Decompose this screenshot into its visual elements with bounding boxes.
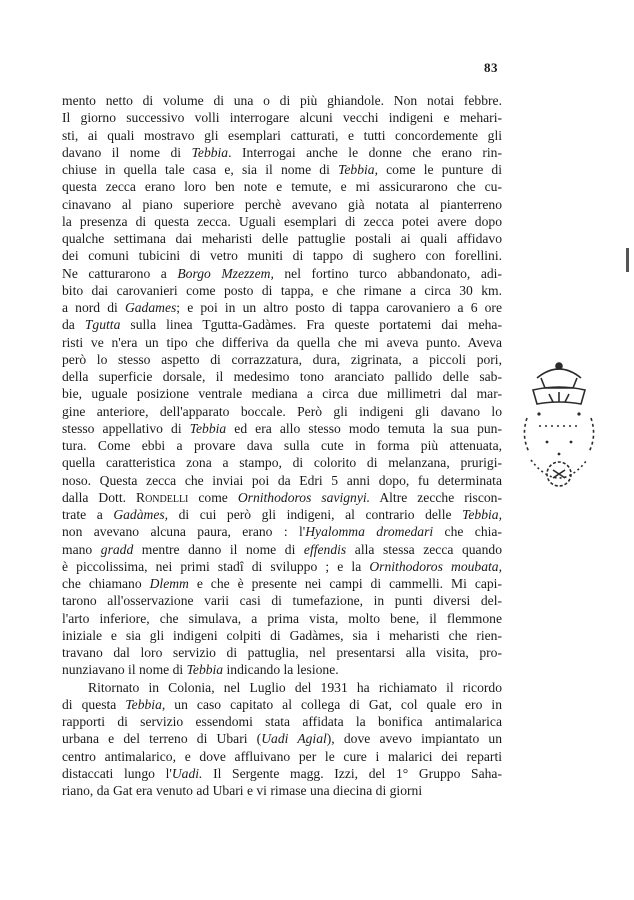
text-run: sti, ai quali mostravo gli esemplari catturati, e tutti concordemente gli [62, 127, 502, 143]
text-line [62, 696, 502, 713]
text-line [62, 368, 502, 385]
text-run: nunziavano il nome di [62, 662, 187, 678]
text-run: però lo stesso aspetto di corrazzatura, dura, zigrinata, a piccoli pori, [62, 351, 502, 367]
italic-term: Borgo Mzezzem, [177, 265, 274, 281]
text-run: risti ve n'era un tipo che differiva da quella che mi aveva punto. Aveva [62, 334, 502, 350]
text-run: dei comuni tubicini di vetro muniti di tappo di sughero con forellini. [62, 248, 502, 264]
italic-term: effendis [303, 541, 347, 557]
text-run: riano, da Gat era venuto ad Ubari e vi rimase una diecina di giorni [62, 783, 423, 798]
text-run: noso. Questa zecca che inviai poi da Edri 5 anni dopo, fu determinata [62, 472, 502, 488]
text-run: tura. Come ebbi a provare dava sulla cute in forma più attenuata, [62, 438, 502, 453]
text-run: l'arto inferiore, che simulava, a prima vista, molto bene, il flemmone [62, 610, 502, 626]
text-run: ), dove avevo impiantato un [326, 731, 503, 747]
text-line [62, 247, 502, 264]
italic-term: Gadàmes, [113, 507, 169, 522]
text-line [62, 282, 502, 299]
text-run: questa zecca erano loro ben note e temute, e mi assicurarono che cu- [62, 179, 502, 195]
text-line [62, 299, 502, 316]
text-line [62, 334, 502, 351]
text-line [62, 213, 502, 230]
text-run: cinavano al piano superiore perchè avevano già notata al pianterreno [62, 196, 502, 212]
text-line [62, 437, 502, 454]
text-line [62, 644, 502, 661]
text-line [62, 713, 502, 730]
text-run: è piccolissima, nei primi stadî di sviluppo ; e la [62, 558, 370, 574]
text-line [62, 144, 502, 161]
text-run: che chia- [433, 524, 502, 540]
text-line [62, 592, 502, 609]
edge-mark [626, 248, 629, 272]
text-run: rapporti di servizio essendomi stata affidata la bonifica antimalarica [62, 714, 502, 729]
italic-term: Tebbia [191, 144, 229, 160]
text-line [62, 679, 502, 696]
page-number: 83 [484, 60, 498, 75]
text-line [62, 523, 502, 540]
text-run: dalla Dott. [62, 489, 136, 505]
text-run: chiuse in quella tale casa e, sia il nome di [62, 162, 339, 177]
text-run: centro antimalarico, e dove affluivano per le cure i malarici dei reparti [62, 748, 502, 764]
text-run: mano [62, 541, 101, 557]
text-run: a nord di [62, 300, 125, 315]
text-run: urbana e del terreno di Ubari ( [62, 731, 262, 747]
text-run: travano dal loro servizio di pattuglia, nel presentarsi alla visita, pro- [62, 645, 502, 660]
text-run: mentre danno il nome di [133, 541, 304, 557]
text-line [62, 454, 502, 471]
text-run: e che è presente nei campi di cammelli. Mi capi- [188, 576, 502, 591]
text-run: come le punture di [377, 162, 502, 177]
italic-term: Dlemm [149, 576, 189, 591]
text-run: . Interrogai anche le donne che erano rin- [228, 144, 502, 160]
text-run: Il Sergente magg. Izzi, del 1° Gruppo Saha- [202, 765, 502, 781]
text-line [62, 610, 502, 627]
library-stamp-icon [519, 356, 599, 512]
text-run: iniziale e sia gli indigeni colpiti di Gadàmes, sia i meharisti che rien- [62, 627, 502, 643]
text-line [62, 506, 502, 523]
text-run: mento netto di volume di una o di più ghiandole. Non notai febbre. [62, 93, 502, 108]
italic-term: Uadi. [171, 765, 203, 781]
italic-term: Tebbia, [338, 162, 378, 177]
italic-term: Tebbia [186, 662, 224, 678]
text-line [62, 541, 502, 558]
text-run: davano il nome di [62, 144, 192, 160]
text-line [62, 403, 502, 420]
text-line [62, 765, 502, 782]
text-run: indicando la lesione. [223, 662, 339, 678]
text-line [62, 92, 502, 109]
text-line [62, 472, 502, 489]
text-run: quella caratteristica zona a stampo, di colorito di melanzana, prurigi- [62, 455, 502, 471]
text-run: alla stessa zecca quando [346, 541, 502, 557]
author-name: Rondelli [136, 489, 189, 505]
text-run: Ritornato in Colonia, nel Luglio del 1931 ha richiamato il ricordo [88, 679, 502, 695]
text-run: qualche settimana dai meharisti delle pattuglie postali ai quali affidavo [62, 231, 502, 246]
text-run: stesso appellativo di [62, 420, 190, 436]
text-run: non avevano alcuna paura, erano : l' [62, 524, 306, 540]
text-run: da [62, 317, 85, 333]
italic-term: Gadames [124, 300, 177, 315]
italic-term: Uadi Agial [261, 731, 327, 747]
text-run: bito dai carovanieri come posto di tappa, e che rimane a circa 30 km. [62, 282, 502, 298]
body-text [62, 92, 502, 799]
text-line [62, 316, 502, 333]
text-line [62, 782, 502, 799]
italic-term: Tebbia, [125, 696, 166, 712]
text-run: la presenza di questa zecca. Uguali esemplari di zecca potei avere dopo [62, 213, 502, 229]
text-run: Il giorno successivo volli interrogare alcuni vecchi indigeni e mehari- [62, 110, 502, 126]
text-run: come [188, 489, 238, 505]
text-line [62, 661, 502, 678]
italic-term: Tgutta [84, 317, 121, 333]
text-run: distaccati lungo l' [62, 765, 172, 781]
text-run: Altre zecche riscon- [370, 489, 502, 505]
text-line [62, 420, 502, 437]
text-run: della superficie dorsale, il medesimo tono aranciato pallido delle sab- [62, 369, 502, 384]
text-run: nel fortino turco abbandonato, adi- [273, 265, 502, 281]
text-line [62, 627, 502, 644]
text-run: di questa [62, 696, 126, 712]
text-run: tarono all'osservazione varii casi di tumefazione, in punti diversi del- [62, 593, 502, 609]
italic-term: Hyalomma dromedari [305, 524, 434, 540]
text-run: Ne catturarono a [62, 265, 178, 281]
text-line [62, 196, 502, 213]
text-run: che chiamano [62, 576, 150, 591]
text-line [62, 385, 502, 402]
text-line [62, 265, 502, 282]
text-line [62, 558, 502, 575]
text-run: un caso capitato al collega di Gat, col quale ero in [165, 696, 502, 712]
italic-term: Tebbia [189, 420, 227, 436]
italic-term: Ornithodoros savignyi. [237, 489, 371, 505]
text-run: trate a [62, 507, 114, 522]
italic-term: Ornithodoros moubata, [369, 558, 502, 574]
text-run: bie, uguale posizione ventrale mediana a circa due millimetri dal mar- [62, 386, 502, 402]
text-line [62, 178, 502, 195]
text-run: di cui però gli indigeni, al contrario delle [168, 507, 463, 522]
text-line [62, 489, 502, 506]
text-line [62, 161, 502, 178]
text-line [62, 351, 502, 368]
text-line [62, 109, 502, 126]
text-run: gine anteriore, dell'apparato boccale. Però gli indigeni gli davano lo [62, 403, 502, 419]
text-line [62, 748, 502, 765]
text-run: ; e poi in un altro posto di tappa carovaniero a 6 ore [176, 300, 502, 315]
text-run: ed era allo stesso modo temuta la sua pun- [226, 420, 502, 436]
italic-term: Tebbia, [462, 507, 502, 522]
text-line [62, 575, 502, 592]
italic-term: gradd [100, 541, 134, 557]
text-line [62, 730, 502, 747]
text-line [62, 127, 502, 144]
text-line [62, 230, 502, 247]
text-run: sulla linea Tgutta-Gadàmes. Fra queste portatemi dai meha- [120, 317, 502, 333]
